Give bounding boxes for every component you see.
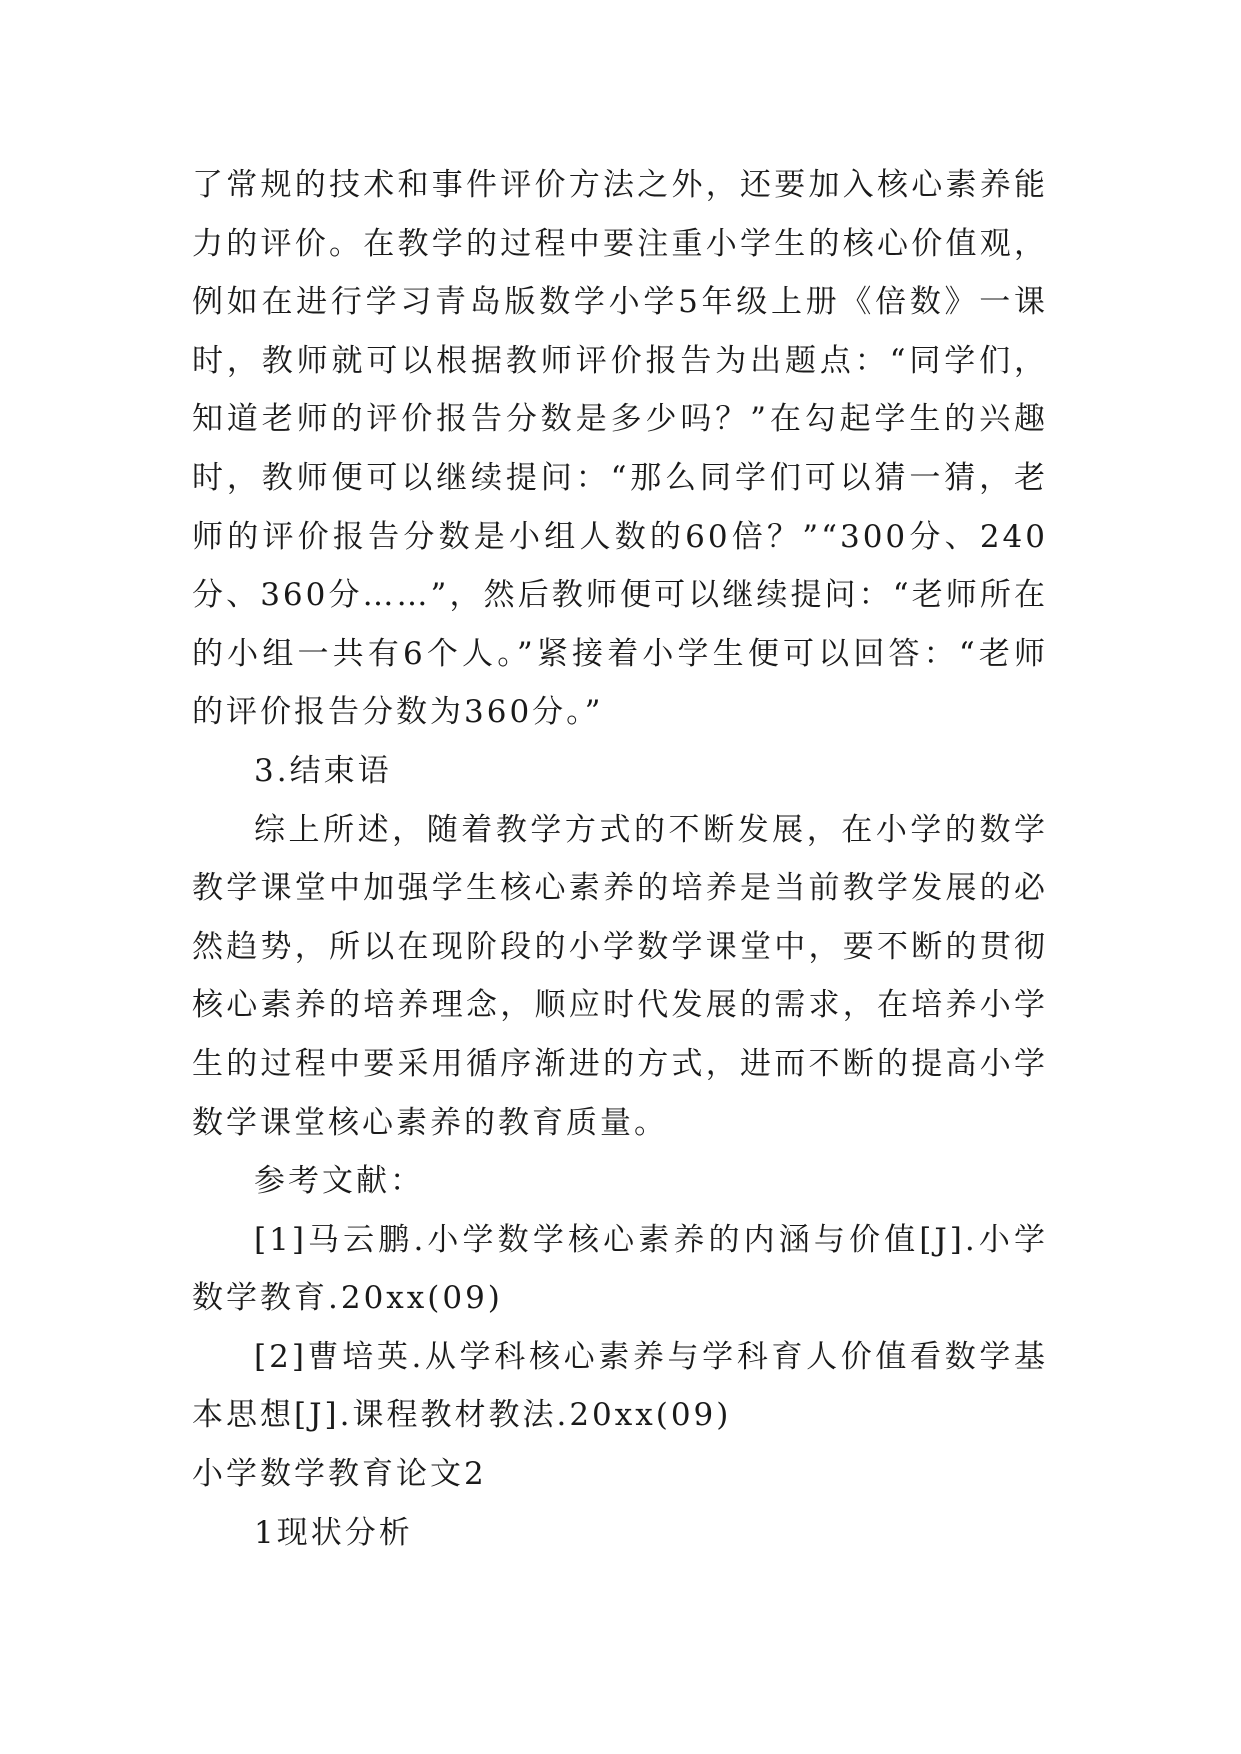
body-paragraph-evaluation: 了常规的技术和事件评价方法之外，还要加入核心素养能力的评价。在教学的过程中要注重小学生的核心价值观，例如在进行学习青岛版数学小学5年级上册《倍数》一课时，教师就可以根据教师评价报告为出题点：“同学们，知道老师的评价报告分数是多少吗？”在勾起学生的兴趣时，教师便可以继续提问：“那么同学们可以猜一猜，老师的评价报告分数是小组人数的60倍？”“300分、240分、360分……”，然后教师便可以继续提问：“老师所在的小组一共有6个人。”紧接着小学生便可以回答：“老师的评价报告分数为360分。” [192,167,1048,731]
reference-item-2: [2]曹培英.从学科核心素养与学科育人价值看数学基本思想[J].课程教材教法.20xx(09) [192,1338,1048,1434]
document-body [192,156,1048,1562]
section-heading-status-analysis: 1现状分析 [254,1514,413,1551]
article-title: 小学数学教育论文2 [192,1456,487,1493]
section-heading-conclusion: 3.结束语 [254,752,392,789]
body-paragraph-summary: 综上所述，随着教学方式的不断发展，在小学的数学教学课堂中加强学生核心素养的培养是当前教学发展的必然趋势，所以在现阶段的小学数学课堂中，要不断的贯彻核心素养的培养理念，顺应时代发展的需求，在培养小学生的过程中要采用循序渐进的方式，进而不断的提高小学数学课堂核心素养的教育质量。 [192,811,1048,1141]
reference-item-1: [1]马云鹏.小学数学核心素养的内涵与价值[J].小学数学教育.20xx(09) [192,1221,1048,1317]
references-heading: 参考文献： [254,1163,424,1200]
